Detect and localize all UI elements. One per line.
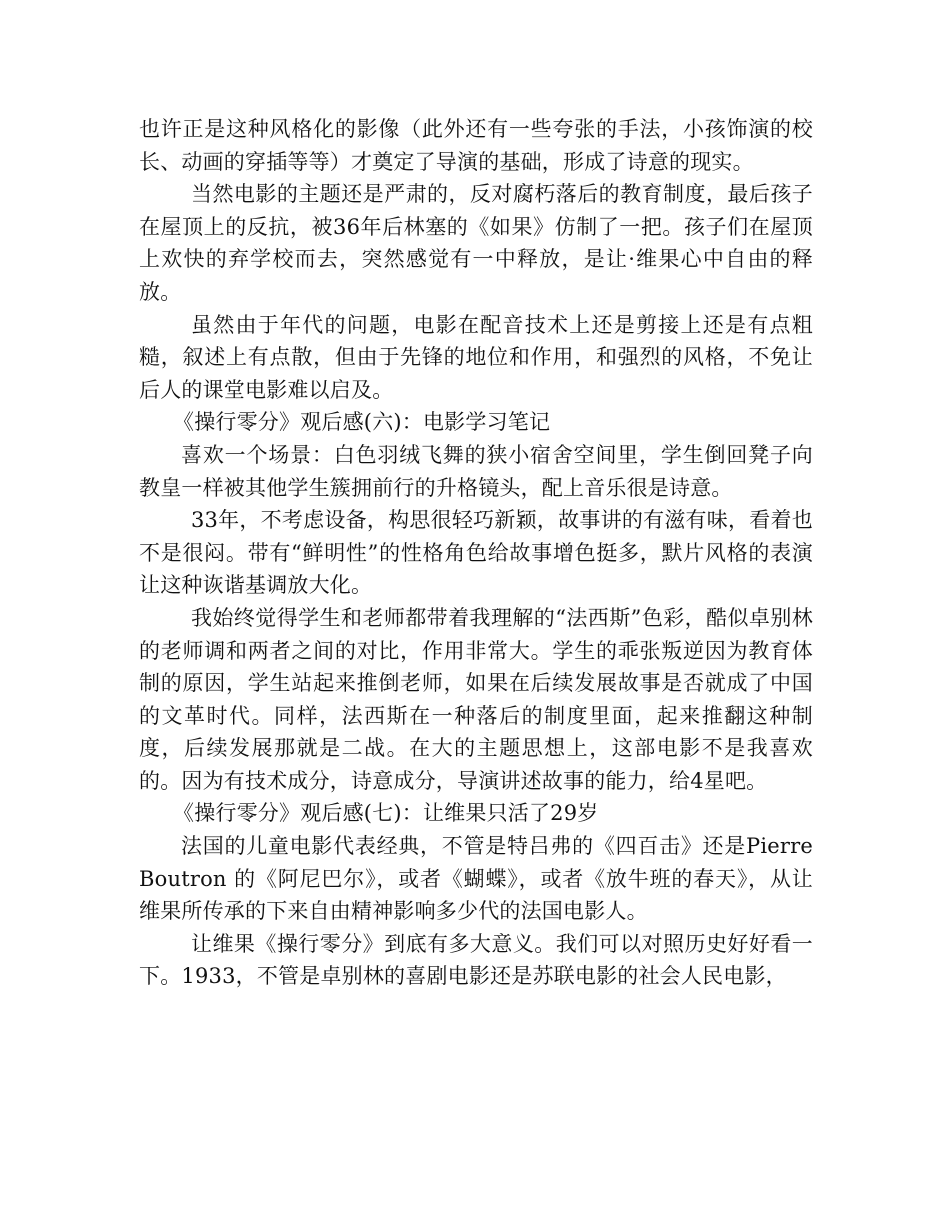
paragraph-technique: 虽然由于年代的问题，电影在配音技术上还是剪接上还是有点粗糙，叙述上有点散，但由于先锋的地位和作用，和强烈的风格，不免让后人的课堂电影难以启及。 — [139, 312, 813, 402]
paragraph-continuation: 也许正是这种风格化的影像（此外还有一些夸张的手法，小孩饰演的校长、动画的穿插等等）才奠定了导演的基础，形成了诗意的现实。 — [139, 117, 813, 174]
section-heading-seven: 《操行零分》观后感(七)：让维果只活了29岁 — [173, 801, 599, 826]
document-body — [139, 113, 813, 993]
section-heading-six: 《操行零分》观后感(六)：电影学习笔记 — [173, 410, 551, 435]
paragraph-theme: 当然电影的主题还是严肃的，反对腐朽落后的教育制度，最后孩子在屋顶上的反抗，被36年后林塞的《如果》仿制了一把。孩子们在屋顶上欢快的弃学校而去，突然感觉有一中释放，是让·维果心中自由的释放。 — [139, 182, 813, 304]
paragraph-french-children-films: 法国的儿童电影代表经典，不管是特吕弗的《四百击》还是Pierre Boutron 的《阿尼巴尔》，或者《蝴蝶》，或者《放牛班的春天》，从让维果所传承的下来自由精神影响多少代的法国电影人。 — [139, 834, 813, 924]
paragraph-favorite-scene: 喜欢一个场景：白色羽绒飞舞的狭小宿舍空间里，学生倒回凳子向教皇一样被其他学生簇拥前行的升格镜头，配上音乐很是诗意。 — [139, 442, 813, 500]
paragraph-design: 33年，不考虑设备，构思很轻巧新颖，故事讲的有滋有味，看着也不是很闷。带有“鲜明性”的性格角色给故事增色挺多，默片风格的表演让这种诙谐基调放大化。 — [139, 508, 813, 598]
paragraph-significance: 让维果《操行零分》到底有多大意义。我们可以对照历史好好看一下。1933，不管是卓别林的喜剧电影还是苏联电影的社会人民电影， — [139, 931, 813, 989]
paragraph-fascism: 我始终觉得学生和老师都带着我理解的“法西斯”色彩，酷似卓别林的老师调和两者之间的对比，作用非常大。学生的乖张叛逆因为教育体制的原因，学生站起来推倒老师，如果在后续发展故事是否就成了中国的文革时代。同样，法西斯在一种落后的制度里面，起来推翻这种制度，后续发展那就是二战。在大的主题思想上，这部电影不是我喜欢的。因为有技术成分，诗意成分，导演讲述故事的能力，给4星吧。 — [139, 605, 813, 793]
